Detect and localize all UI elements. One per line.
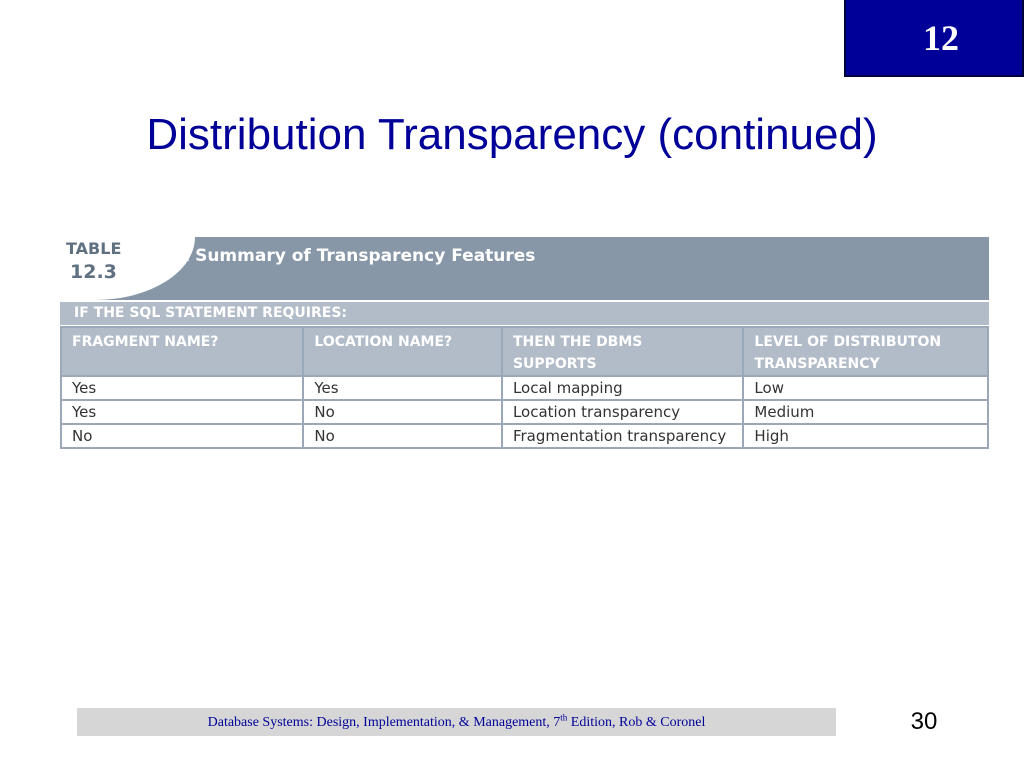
table-group-header: IF THE SQL STATEMENT REQUIRES: xyxy=(60,302,989,325)
table-cell: No xyxy=(303,424,502,448)
chapter-number: 12 xyxy=(923,18,959,58)
table-row xyxy=(61,424,988,448)
summary-table xyxy=(60,326,989,449)
table-number-tab xyxy=(60,237,195,300)
chapter-badge xyxy=(844,0,1024,77)
table-cell: No xyxy=(303,400,502,424)
table-cell: Medium xyxy=(743,400,988,424)
table-header-row xyxy=(61,327,988,376)
table-cell: Yes xyxy=(61,376,303,400)
table-cell: High xyxy=(743,424,988,448)
table-cell: Low xyxy=(743,376,988,400)
table-row xyxy=(61,376,988,400)
column-header-dbms-supports xyxy=(502,327,743,376)
table-caption: A Summary of Transparency Features xyxy=(176,246,536,266)
page-number: 30 xyxy=(910,708,938,735)
table-header-band xyxy=(60,237,989,300)
table-cell: Fragmentation transparency xyxy=(502,424,743,448)
table-cell: Location transparency xyxy=(502,400,743,424)
table-cell: Yes xyxy=(303,376,502,400)
column-header-location-name xyxy=(303,327,502,376)
transparency-table-figure xyxy=(60,237,989,451)
column-header-fragment-name xyxy=(61,327,303,376)
footer-citation xyxy=(77,714,836,732)
column-header-line: LOCATION NAME? xyxy=(314,334,453,350)
footer-text-main: Database Systems: Design, Implementation, & Management, 7 xyxy=(207,715,561,730)
table-number: 12.3 xyxy=(70,261,117,283)
column-header-line: TRANSPARENCY xyxy=(754,356,880,372)
column-header-line: SUPPORTS xyxy=(512,356,597,372)
table-cell: No xyxy=(61,424,303,448)
column-header-transparency-level xyxy=(743,327,988,376)
table-cell: Yes xyxy=(61,400,303,424)
footer-text-tail: Edition, Rob & Coronel xyxy=(567,715,706,730)
table-label: TABLE xyxy=(66,239,122,258)
slide-title: Distribution Transparency (continued) xyxy=(146,110,878,159)
footer-superscript: th xyxy=(560,712,568,723)
column-header-line: THEN THE DBMS xyxy=(512,334,643,350)
column-header-line: FRAGMENT NAME? xyxy=(72,334,219,350)
table-row xyxy=(61,400,988,424)
column-header-line: LEVEL OF DISTRIBUTON xyxy=(754,334,942,350)
table-cell: Local mapping xyxy=(502,376,743,400)
